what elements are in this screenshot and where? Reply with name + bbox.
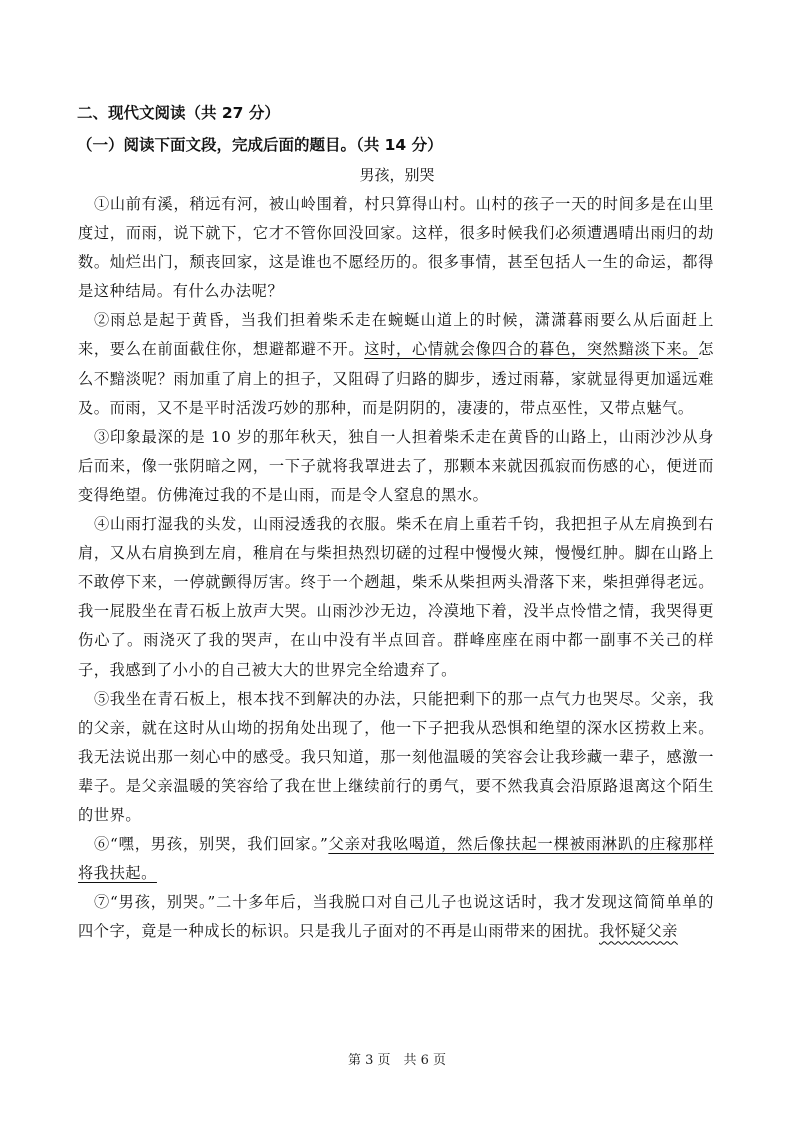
underlined-sentence-p6: 父亲对我吆喝道，然后像扶起一棵被雨淋趴的庄稼那样将我扶起。: [78, 835, 715, 883]
paragraph-2-part-a: ②雨总是起于黄昏，当我们担着柴禾走在蜿蜒山道上的时候，潇潇暮雨要么从后面赶上来，要么在前面截住你，想避都避不开。: [78, 311, 714, 359]
paragraph-4: ④山雨打湿我的头发，山雨浸透我的衣服。柴禾在肩上重若千钧，我把担子从左肩换到右肩，又从右肩换到左肩，稚肩在与柴担热烈切磋的过程中慢慢火辣，慢慢红肿。脚在山路上不敢停下来，一停就颤得厉害。终于一个趔趄，柴禾从柴担两头滑落下来，柴担弹得老远。我一屁股坐在青石板上放声大哭。山雨沙沙无边，冷漠地下着，没半点怜惜之情，我哭得更伤心了。雨浇灭了我的哭声，在山中没有半点回音。群峰座座在雨中都一副事不关己的样子，我感到了小小的自己被大大的世界完全给遗弃了。: [78, 515, 714, 679]
paragraph-7: [78, 888, 714, 946]
section-title: 二、现代文阅读（共 27 分）: [77, 104, 280, 122]
essay-body: [78, 190, 714, 946]
paragraph-2: [78, 306, 714, 422]
paragraph-5: ⑤我坐在青石板上，根本找不到解决的办法，只能把剩下的那一点气力也哭尽。父亲，我的父亲，就在这时从山坳的拐角处出现了，他一下子把我从恐惧和绝望的深水区捞救上来。我无法说出那一刻心中的感受。我只知道，那一刻他温暖的笑容会让我珍藏一辈子，感激一辈子。是父亲温暖的笑容给了我在世上继续前行的勇气，要不然我真会沿原路退离这个陌生的世界。: [78, 689, 714, 824]
page-footer: 第 3 页 共 6 页: [347, 1053, 447, 1068]
underlined-sentence-p2: 这时，心情就会像四合的暮色，突然黯淡下来。: [364, 340, 699, 359]
essay-title: 男孩，别哭: [359, 166, 435, 184]
paragraph-6: [78, 830, 714, 888]
paragraph-3: ③印象最深的是 10 岁的那年秋天，独自一人担着柴禾走在黄昏的山路上，山雨沙沙从身后而来，像一张阴暗之网，一下子就将我罩进去了，那颗本来就因孤寂而伤感的心，便迸而变得绝望。仿佛淹过我的不是山雨，而是令人窒息的黑水。: [78, 427, 714, 504]
paragraph-1: ①山前有溪，稍远有河，被山岭围着，村只算得山村。山村的孩子一天的时间多是在山里度过，而雨，说下就下，它才不管你回没回家。这样，很多时候我们必须遭遇晴出雨归的劫数。灿烂出门，颓丧回家，这是谁也不愿经历的。很多事情，甚至包括人一生的命运，都得是这种结局。有什么办法呢？: [78, 195, 714, 301]
paragraph-2-part-c: 怎么不黯淡呢？雨加重了肩上的担子，又阻碍了归路的脚步，透过雨幕，家就显得更加遥远难及。而雨，又不是平时活泼巧妙的那种，而是阴阴的，凄凄的，带点巫性，又带点魅气。: [78, 340, 714, 417]
subsection-title: （一）阅读下面文段，完成后面的题目。（共 14 分）: [77, 136, 443, 154]
paragraph-7-part-a: ⑦“男孩，别哭。”二十多年后，当我脱口对自己儿子也说这话时，我才发现这简简单单的四个字，竟是一种成长的标识。只是我儿子面对的不再是山雨带来的困扰。: [78, 893, 714, 941]
wavy-underlined-sentence-p7: 我怀疑父亲: [599, 922, 678, 941]
paragraph-6-quote: ⑥“嘿，男孩，别哭，我们回家。”: [93, 835, 329, 854]
